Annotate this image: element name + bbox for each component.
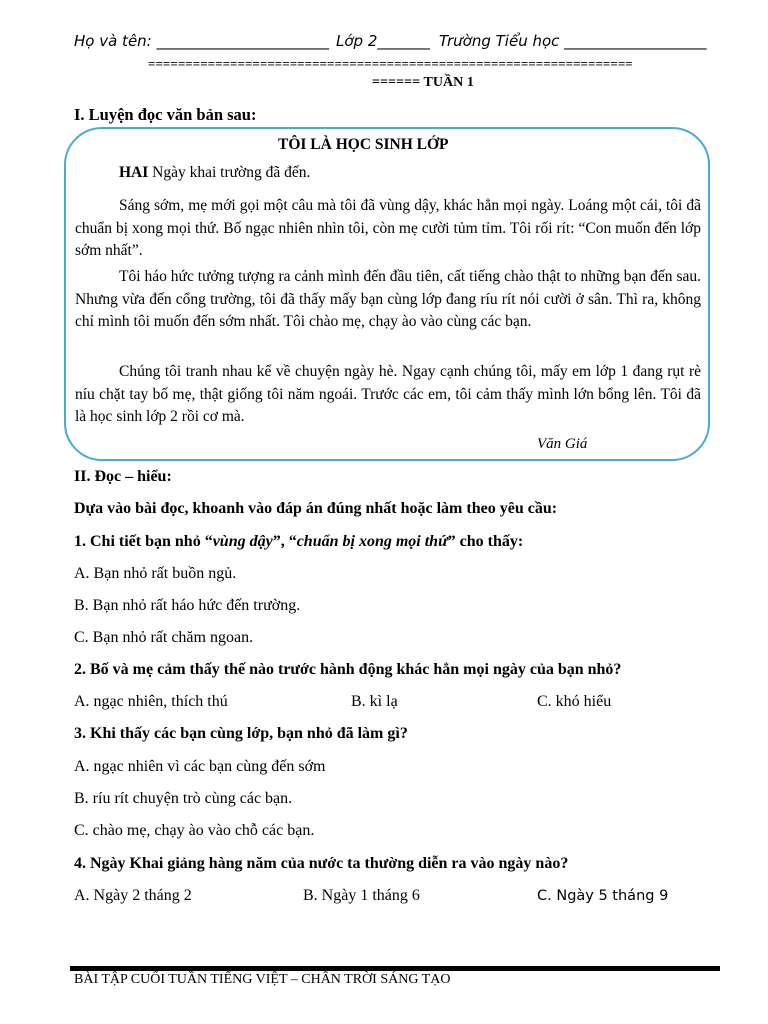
question-1-middle: ”, “ (272, 533, 297, 550)
question-1-quote-1: vùng dậy (212, 533, 273, 550)
question-1-suffix: ” cho thấy: (447, 533, 524, 550)
passage-paragraph-2: Tôi háo hức tưởng tượng ra cảnh mình đến đầu tiên, cất tiếng chào thật to những bạn đến sau. Nhưng vừa đến cổng trường, tôi đã thấy mấy bạn cùng lớp đang ríu rít nói cười ở sân. Thì ra, không chỉ mình tôi muốn đến sớm nhất. Tôi chào mẹ, chạy ào vào cùng các bạn. (75, 268, 701, 330)
passage-first-line (119, 164, 310, 182)
question-1-prefix: 1. Chi tiết bạn nhỏ “ (74, 533, 213, 550)
q3-option-b[interactable]: B. ríu rít chuyện trò cùng các bạn. (74, 790, 293, 807)
question-3: 3. Khi thấy các bạn cùng lớp, bạn nhỏ đã làm gì? (74, 725, 408, 742)
separator-line: ================================================================= (148, 56, 633, 71)
instruction-text: Dựa vào bài đọc, khoanh vào đáp án đúng nhất hoặc làm theo yêu cầu: (74, 500, 558, 517)
passage-opening-sentence: Ngày khai trường đã đến. (148, 164, 311, 181)
passage-paragraph-1: Sáng sớm, mẹ mới gọi một câu mà tôi đã vùng dậy, khác hẳn mọi ngày. Loáng một cái, tôi đã chuẩn bị xong mọi thứ. Bố ngạc nhiên nhìn tôi, còn mẹ cười tủm tỉm. Tôi rối rít: “Con muốn đến lớp sớm nhất”. (75, 197, 701, 259)
q2-option-c[interactable]: C. khó hiểu (537, 693, 612, 710)
week-label: ====== TUẦN 1 (372, 75, 474, 90)
class-field: Lớp 2_______ (336, 32, 430, 50)
passage-title: TÔI LÀ HỌC SINH LỚP (278, 136, 449, 153)
q1-option-b[interactable]: B. Bạn nhỏ rất háo hức đến trường. (74, 597, 301, 614)
passage-paragraph-3: Chúng tôi tranh nhau kể về chuyện ngày hè. Ngay cạnh chúng tôi, mấy em lớp 1 đang rụt rè níu chặt tay bố mẹ, thật giống tôi năm ngoái. Trước các em, tôi cảm thấy mình lớn bổng lên. Tôi đã là học sinh lớp 2 rồi cơ mà. (75, 363, 701, 425)
q1-option-a[interactable]: A. Bạn nhỏ rất buồn ngủ. (74, 565, 237, 582)
q4-option-c[interactable]: C. Ngày 5 tháng 9 (537, 888, 669, 904)
school-field: Trường Tiểu học ___________________ (439, 32, 707, 50)
q3-option-c[interactable]: C. chào mẹ, chạy ào vào chỗ các bạn. (74, 822, 315, 839)
question-2: 2. Bố và mẹ cảm thấy thế nào trước hành động khác hẳn mọi ngày của bạn nhỏ? (74, 661, 622, 678)
q3-option-a[interactable]: A. ngạc nhiên vì các bạn cùng đến sớm (74, 758, 326, 775)
section1-heading: I. Luyện đọc văn bản sau: (74, 105, 257, 124)
q4-option-a[interactable]: A. Ngày 2 tháng 2 (74, 887, 192, 904)
section2-heading: II. Đọc – hiểu: (74, 468, 172, 485)
q2-option-a[interactable]: A. ngạc nhiên, thích thú (74, 693, 228, 710)
q2-option-b[interactable]: B. kì lạ (351, 693, 398, 710)
question-1-quote-2: chuẩn bị xong mọi thứ (296, 533, 448, 550)
passage-author: Văn Giá (537, 436, 588, 452)
footer-divider (70, 966, 720, 971)
passage-title-continued: HAI (119, 164, 149, 181)
name-field: Họ và tên: _______________________ (74, 32, 329, 50)
question-1 (74, 533, 523, 551)
question-4: 4. Ngày Khai giảng hàng năm của nước ta thường diễn ra vào ngày nào? (74, 855, 569, 872)
footer-text: BÀI TẬP CUỐI TUẦN TIẾNG VIỆT – CHÂN TRỜI SÁNG TẠO (74, 972, 451, 987)
q4-option-b[interactable]: B. Ngày 1 tháng 6 (303, 887, 420, 904)
q1-option-c[interactable]: C. Bạn nhỏ rất chăm ngoan. (74, 629, 254, 646)
